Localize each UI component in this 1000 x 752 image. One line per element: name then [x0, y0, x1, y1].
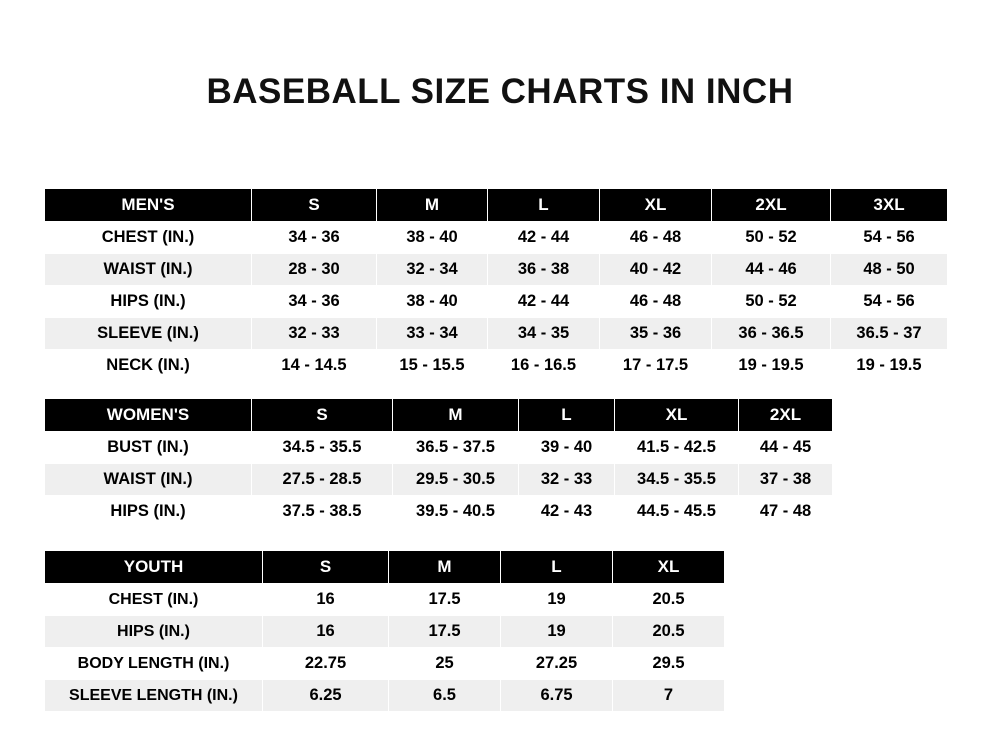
- table-row: [45, 318, 948, 350]
- cell: 6.5: [389, 680, 501, 712]
- column-header-m: M: [377, 189, 488, 222]
- womens-size-chart: [44, 398, 833, 528]
- cell: 37 - 38: [739, 464, 833, 496]
- cell: 40 - 42: [600, 254, 712, 286]
- cell: 35 - 36: [600, 318, 712, 350]
- cell: 39.5 - 40.5: [393, 496, 519, 528]
- cell: 19: [501, 616, 613, 648]
- column-header-category: WOMEN'S: [45, 399, 252, 432]
- cell: 29.5 - 30.5: [393, 464, 519, 496]
- cell: 38 - 40: [377, 222, 488, 254]
- cell: 42 - 44: [488, 222, 600, 254]
- cell: 34.5 - 35.5: [252, 432, 393, 464]
- cell: 27.25: [501, 648, 613, 680]
- cell: 19: [501, 584, 613, 616]
- table-row: [45, 584, 725, 616]
- table-row: [45, 464, 833, 496]
- cell: 50 - 52: [712, 222, 831, 254]
- table-header-row: [45, 399, 833, 432]
- table-header-row: [45, 189, 948, 222]
- table-row: [45, 432, 833, 464]
- column-header-l: L: [519, 399, 615, 432]
- table-row: [45, 254, 948, 286]
- cell: 16: [263, 616, 389, 648]
- cell: 7: [613, 680, 725, 712]
- table-row: [45, 496, 833, 528]
- youth-size-chart: [44, 550, 725, 712]
- cell: 34.5 - 35.5: [615, 464, 739, 496]
- row-label: HIPS (IN.): [45, 616, 263, 648]
- cell: 32 - 33: [252, 318, 377, 350]
- cell: 6.25: [263, 680, 389, 712]
- column-header-2xl: 2XL: [739, 399, 833, 432]
- cell: 36.5 - 37.5: [393, 432, 519, 464]
- cell: 50 - 52: [712, 286, 831, 318]
- cell: 39 - 40: [519, 432, 615, 464]
- cell: 19 - 19.5: [831, 350, 948, 382]
- cell: 29.5: [613, 648, 725, 680]
- table-row: [45, 350, 948, 382]
- column-header-2xl: 2XL: [712, 189, 831, 222]
- cell: 34 - 36: [252, 222, 377, 254]
- row-label: HIPS (IN.): [45, 286, 252, 318]
- cell: 16 - 16.5: [488, 350, 600, 382]
- column-header-m: M: [389, 551, 501, 584]
- table-row: [45, 286, 948, 318]
- cell: 27.5 - 28.5: [252, 464, 393, 496]
- table-row: [45, 648, 725, 680]
- cell: 22.75: [263, 648, 389, 680]
- cell: 46 - 48: [600, 286, 712, 318]
- cell: 44 - 46: [712, 254, 831, 286]
- cell: 19 - 19.5: [712, 350, 831, 382]
- column-header-category: YOUTH: [45, 551, 263, 584]
- cell: 54 - 56: [831, 286, 948, 318]
- cell: 44.5 - 45.5: [615, 496, 739, 528]
- cell: 17.5: [389, 584, 501, 616]
- cell: 47 - 48: [739, 496, 833, 528]
- mens-size-chart: [44, 188, 948, 382]
- cell: 42 - 43: [519, 496, 615, 528]
- table-row: [45, 680, 725, 712]
- column-header-xl: XL: [613, 551, 725, 584]
- row-label: WAIST (IN.): [45, 464, 252, 496]
- cell: 42 - 44: [488, 286, 600, 318]
- column-header-xl: XL: [600, 189, 712, 222]
- column-header-xl: XL: [615, 399, 739, 432]
- cell: 46 - 48: [600, 222, 712, 254]
- cell: 48 - 50: [831, 254, 948, 286]
- row-label: SLEEVE (IN.): [45, 318, 252, 350]
- cell: 37.5 - 38.5: [252, 496, 393, 528]
- column-header-s: S: [252, 189, 377, 222]
- cell: 34 - 36: [252, 286, 377, 318]
- table-row: [45, 222, 948, 254]
- cell: 25: [389, 648, 501, 680]
- cell: 32 - 33: [519, 464, 615, 496]
- cell: 28 - 30: [252, 254, 377, 286]
- column-header-l: L: [501, 551, 613, 584]
- row-label: HIPS (IN.): [45, 496, 252, 528]
- row-label: SLEEVE LENGTH (IN.): [45, 680, 263, 712]
- cell: 36 - 36.5: [712, 318, 831, 350]
- row-label: BUST (IN.): [45, 432, 252, 464]
- cell: 20.5: [613, 616, 725, 648]
- row-label: CHEST (IN.): [45, 222, 252, 254]
- row-label: CHEST (IN.): [45, 584, 263, 616]
- cell: 6.75: [501, 680, 613, 712]
- cell: 17 - 17.5: [600, 350, 712, 382]
- cell: 14 - 14.5: [252, 350, 377, 382]
- cell: 54 - 56: [831, 222, 948, 254]
- cell: 15 - 15.5: [377, 350, 488, 382]
- cell: 36 - 38: [488, 254, 600, 286]
- page-title: BASEBALL SIZE CHARTS IN INCH: [206, 72, 794, 111]
- cell: 33 - 34: [377, 318, 488, 350]
- column-header-s: S: [252, 399, 393, 432]
- cell: 36.5 - 37: [831, 318, 948, 350]
- cell: 38 - 40: [377, 286, 488, 318]
- column-header-category: MEN'S: [45, 189, 252, 222]
- row-label: WAIST (IN.): [45, 254, 252, 286]
- cell: 41.5 - 42.5: [615, 432, 739, 464]
- cell: 34 - 35: [488, 318, 600, 350]
- column-header-s: S: [263, 551, 389, 584]
- cell: 16: [263, 584, 389, 616]
- column-header-m: M: [393, 399, 519, 432]
- cell: 32 - 34: [377, 254, 488, 286]
- row-label: NECK (IN.): [45, 350, 252, 382]
- table-row: [45, 616, 725, 648]
- column-header-l: L: [488, 189, 600, 222]
- table-header-row: [45, 551, 725, 584]
- row-label: BODY LENGTH (IN.): [45, 648, 263, 680]
- cell: 20.5: [613, 584, 725, 616]
- cell: 17.5: [389, 616, 501, 648]
- column-header-3xl: 3XL: [831, 189, 948, 222]
- cell: 44 - 45: [739, 432, 833, 464]
